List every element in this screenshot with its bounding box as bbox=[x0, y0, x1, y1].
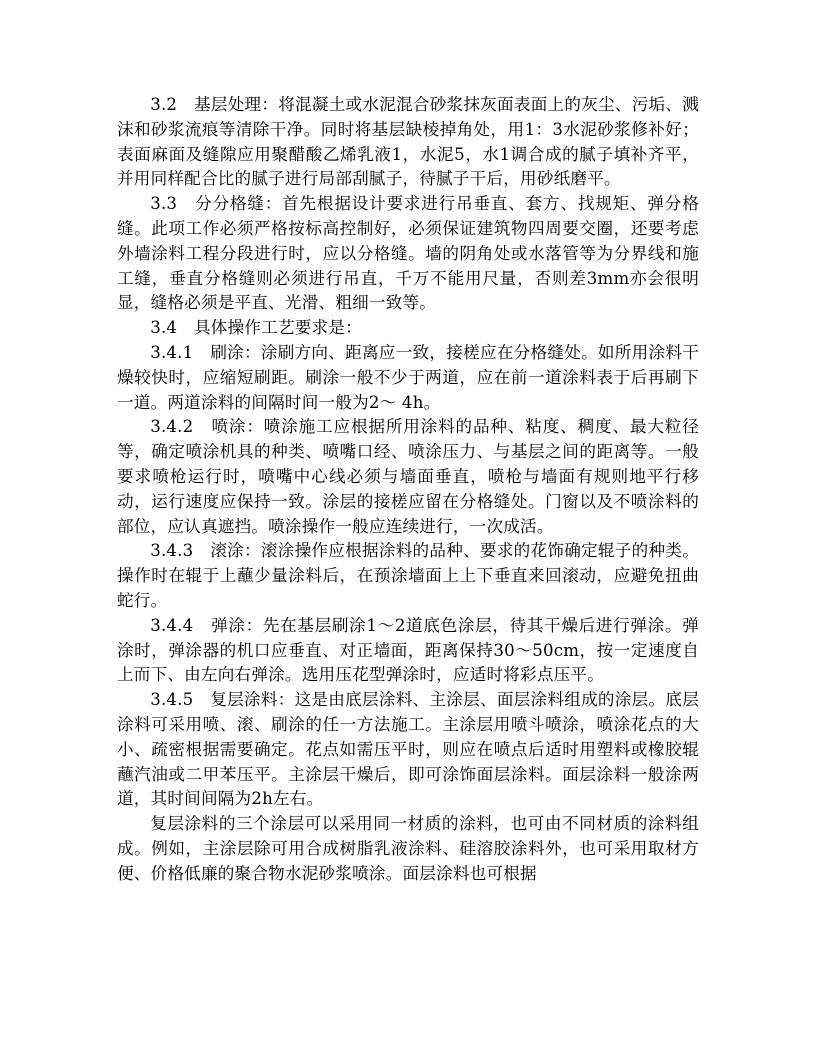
paragraph-3-4-process-requirements: 3.4 具体操作工艺要求是： bbox=[150, 318, 362, 338]
paragraph-3-4-3-rolling: 3.4.3 滚涂：滚涂操作应根据涂料的品种、要求的花饰确定辊子的种类。操作时在辊于上蘸少量涂料后，在预涂墙面上上下垂直来回滚动，应避免扭曲蛇行。 bbox=[117, 541, 699, 610]
paragraph-3-4-1-brushing: 3.4.1 刷涂：涂刷方向、距离应一致，接槎应在分格缝处。如所用涂料干燥较快时，应缩短刷距。刷涂一般不少于两道，应在前一道涂料表于后再刷下一道。两道涂料的间隔时间一般为2～ 4h。 bbox=[117, 342, 699, 412]
document-page bbox=[117, 93, 699, 993]
paragraph-3-4-5-multilayer-coating: 3.4.5 复层涂料：这是由底层涂料、主涂层、面层涂料组成的涂层。底层涂料可采用喷、滚、刷涂的任一方法施工。主涂层用喷斗喷涂，喷涂花点的大小、疏密根据需要确定。花点如需压平时，则应在喷点后适时用塑料或橡胶辊蘸汽油或二甲苯压平。主涂层干燥后，即可涂饰面层涂料。面层涂料一般涂两道，其时间间隔为2h左右。 bbox=[117, 690, 699, 809]
paragraph-3-2-base-treatment: 3.2 基层处理：将混凝土或水泥混合砂浆抹灰面表面上的灰尘、污垢、溅沫和砂浆流痕等清除干净。同时将基层缺棱掉角处，用1：3水泥砂浆修补好；表面麻面及缝隙应用聚醋酸乙烯乳液1，水泥5，水1调合成的腻子填补齐平，并用同样配合比的腻子进行局部刮腻子，待腻子干后，用砂纸磨平。 bbox=[117, 95, 699, 189]
paragraph-3-4-2-spraying: 3.4.2 喷涂：喷涂施工应根据所用涂料的品种、粘度、稠度、最大粒径等，确定喷涂机具的种类、喷嘴口经、喷涂压力、与基层之间的距离等。一般要求喷枪运行时，喷嘴中心线必须与墙面垂直，喷枪与墙面有规则地平行移动，运行速度应保持一致。涂层的接槎应留在分格缝处。门窗以及不喷涂料的部位，应认真遮挡。喷涂操作一般应连续进行，一次成活。 bbox=[117, 417, 699, 536]
paragraph-multilayer-notes: 复层涂料的三个涂层可以采用同一材质的涂料，也可由不同材质的涂料组成。例如，主涂层除可用合成树脂乳液涂料、硅溶胶涂料外，也可采用取材方便、价格低廉的聚合物水泥砂浆喷涂。面层涂料也可根据 bbox=[117, 814, 699, 883]
paragraph-3-4-4-spatter-coating: 3.4.4 弹涂：先在基层刷涂1～2道底色涂层，待其干燥后进行弹涂。弹涂时，弹涂器的机口应垂直、对正墙面，距离保持30～50cm，按一定速度自上而下、由左向右弹涂。选用压花型弹涂时，应适时将彩点压平。 bbox=[117, 615, 699, 685]
paragraph-3-3-grid-joints: 3.3 分分格缝：首先根据设计要求进行吊垂直、套方、找规矩、弹分格缝。此项工作必须严格按标高控制好，必须保证建筑物四周要交圈，还要考虑外墙涂料工程分段进行时，应以分格缝。墙的阴角处或水落管等为分界线和施工缝，垂直分格缝则必须进行吊直，千万不能用尺量，否则差3mm亦会很明显，缝格必须是平直、光滑、粗细一致等。 bbox=[117, 194, 699, 313]
